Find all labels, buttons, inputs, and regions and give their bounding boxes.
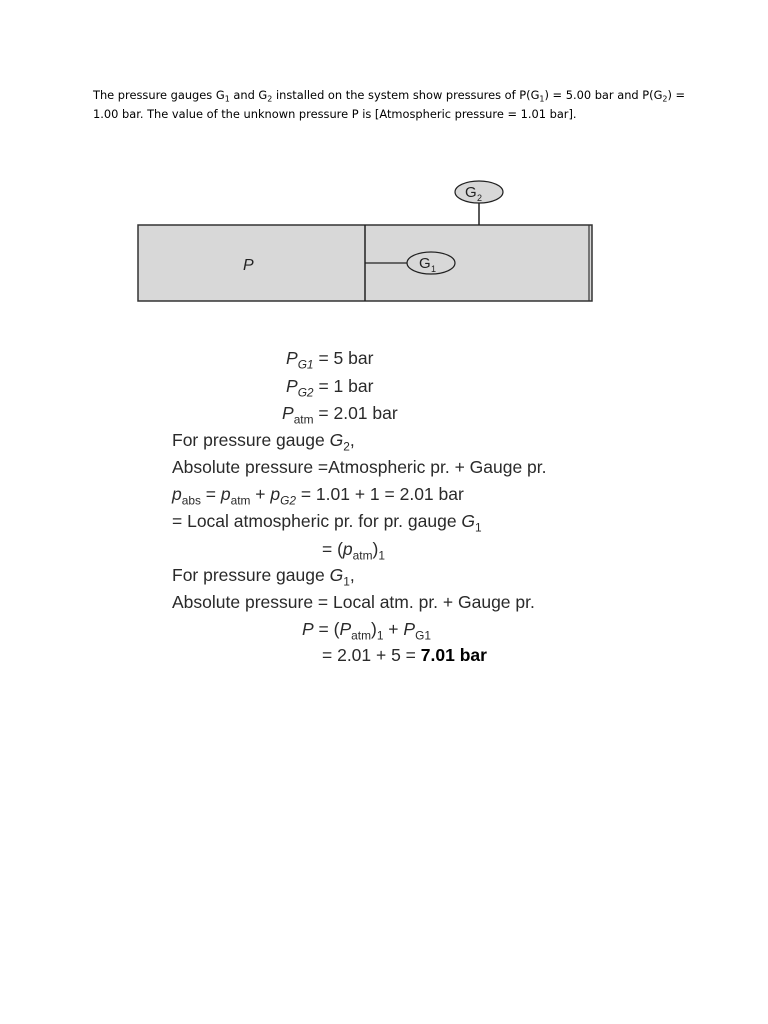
final-answer: 7.01 bar	[420, 645, 487, 665]
solution-line-pabs: $p_{abs} = p_{atm} + p_{G2} = 1.01 + 1 = 2.01$ bar	[172, 484, 464, 508]
solution-line-p-expression: $P = (P_{atm})_1 + P_{G1}$	[302, 619, 431, 643]
solution-line-abs-formula-2: Absolute pressure = Local atm. pr. + Gauge pr.	[172, 592, 535, 612]
gauge-1-label: G	[419, 255, 431, 272]
gauge-2-subscript: 2	[477, 193, 483, 203]
solution-line-result: = 2.01 + 5 = 7.01 bar	[322, 645, 487, 665]
solution-line-abs-formula-1: Absolute pressure =Atmospheric pr. + Gauge pr.	[172, 457, 547, 477]
gauge-1-subscript: 1	[431, 264, 437, 274]
solution-line-patm1: = $(p_{atm})_1$	[322, 539, 385, 563]
question-text: The pressure gauges $G_1$ and $G_2$ installed on the system show pressures of $P(G_1) = 5.00$ bar and $P(G_2) = 1.00$ bar. The value of the unknown pressure P is [Atmospheric pressure = 1.01 bar].	[93, 88, 686, 121]
pressure-system-diagram	[0, 0, 768, 310]
gauge-2-label: G	[465, 184, 477, 201]
chamber-pressure-label: P	[243, 257, 254, 274]
solution-line-local-atm: = Local atmospheric pr. for pr. gauge $G_1$	[172, 511, 482, 535]
solution-line-pg1: $P_{G1} = 5$ bar	[286, 348, 374, 372]
solution-line-gauge1-heading: For pressure gauge $G_1$,	[172, 565, 355, 589]
solution-line-gauge2-heading: For pressure gauge $G_2$,	[172, 430, 355, 454]
solution-line-pg2: $P_{G2} = 1$ bar	[286, 376, 374, 400]
solution-line-patm: $P_{atm} = 2.01$ bar	[282, 403, 398, 427]
